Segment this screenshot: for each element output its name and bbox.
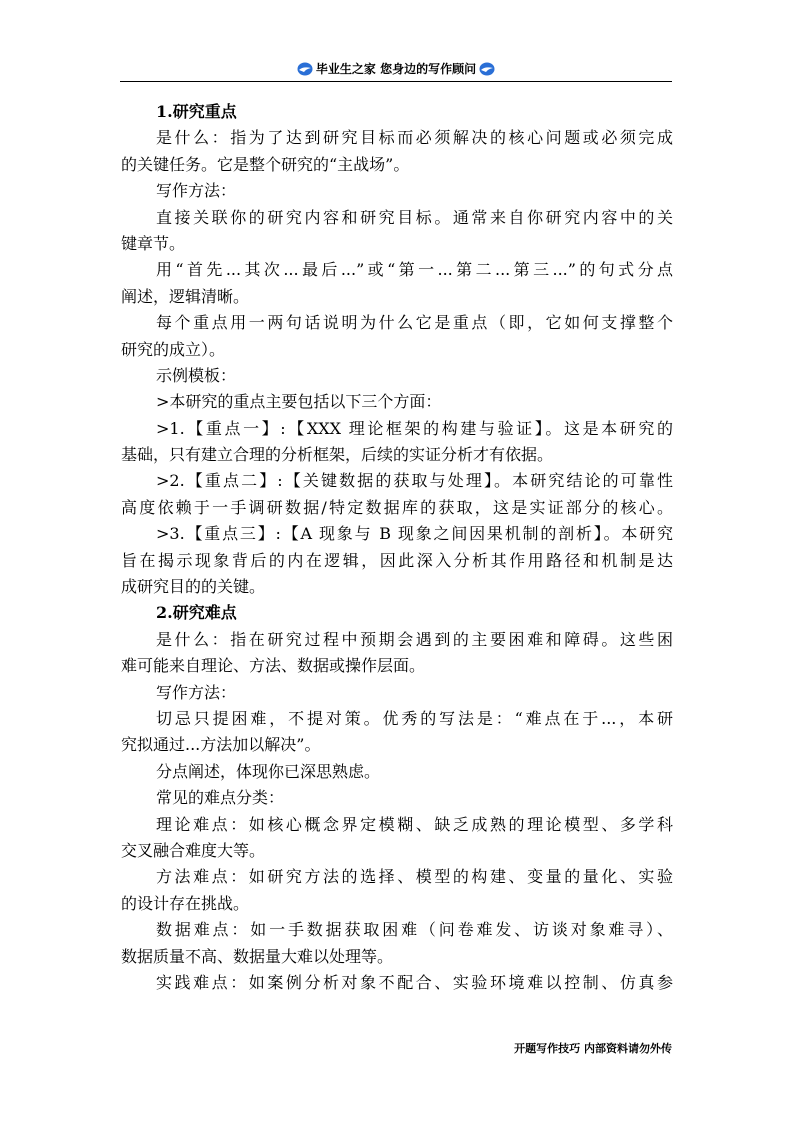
paragraph-line: 写作方法： [156,181,237,201]
paragraph-line: 常见的难点分类： [156,788,285,808]
paragraph-line: >本研究的重点主要包括以下三个方面： [156,392,442,412]
section-heading: 1.研究重点 [156,102,237,121]
paragraph-line: 阐述，逻辑清晰。 [121,286,250,306]
paragraph-line: 示例模板： [156,365,237,385]
header-title-row [120,60,672,78]
paragraph-line: 究拟通过...方法加以解决”。 [121,735,321,755]
paragraph-line: 难可能来自理论、方法、数据或操作层面。 [121,656,426,676]
document-body [121,99,673,996]
header-text: 毕业生之家 您身边的写作顾问 [315,62,477,76]
paragraph-line: 方法难点：如研究方法的选择、模型的构建、变量的量化、实验 [156,867,673,887]
header-divider [120,81,672,82]
paragraph-line: 切忌只提困难，不提对策。优秀的写法是：“难点在于...，本研 [156,708,673,728]
paragraph-line: 实践难点：如案例分析对象不配合、实验环境难以控制、仿真参 [156,972,673,992]
paragraph-line: 数据质量不高、数据量大难以处理等。 [121,946,394,966]
paragraph-line: 分点阐述，体现你已深思熟虑。 [156,761,381,781]
paragraph-line: 理论难点：如核心概念界定模糊、缺乏成熟的理论模型、多学科 [156,814,673,834]
paragraph-line: 成研究目的的关键。 [121,577,266,597]
paragraph-line: 旨在揭示现象背后的内在逻辑，因此深入分析其作用路径和机制是达 [121,550,673,570]
paragraph-line: >1.【重点一】:【XXX 理论框架的构建与验证】。这是本研究的 [156,418,673,438]
paragraph-line: 直接关联你的研究内容和研究目标。通常来自你研究内容中的关 [156,207,673,227]
paragraph-line: 交叉融合难度大等。 [121,840,266,860]
paragraph-line: 每个重点用一两句话说明为什么它是重点（即，它如何支撑整个 [156,313,673,333]
bird-logo-icon [479,62,495,76]
paragraph-line: 键章节。 [121,233,186,253]
paragraph-line: 的设计存在挑战。 [121,893,250,913]
bird-logo-icon [297,62,313,76]
paragraph-line: 数据难点：如一手数据获取困难（问卷难发、访谈对象难寻）、 [156,920,673,940]
paragraph-line: 用“首先...其次...最后...”或“第一...第二...第三...”的句式分点 [156,260,673,280]
paragraph-line: >3.【重点三】:【A 现象与 B 现象之间因果机制的剖析】。本研究 [156,524,673,544]
paragraph-line: 研究的成立）。 [121,339,226,359]
paragraph-line: 基础，只有建立合理的分析框架，后续的实证分析才有依据。 [121,445,554,465]
paragraph-line: 是什么：指在研究过程中预期会遇到的主要困难和障碍。这些困 [156,629,673,649]
paragraph-line: 高度依赖于一手调研数据/特定数据库的获取，这是实证部分的核心。 [121,497,673,517]
paragraph-line: 是什么：指为了达到研究目标而必须解决的核心问题或必须完成 [156,128,673,148]
paragraph-line: >2.【重点二】:【关键数据的获取与处理】。本研究结论的可靠性 [156,471,673,491]
page-footer: 开题写作技巧 内部资料请勿外传 [514,1042,672,1055]
section-heading: 2.研究难点 [156,603,237,623]
paragraph-line: 的关键任务。它是整个研究的“主战场”。 [121,154,410,174]
paragraph-line: 写作方法： [156,682,237,702]
page-header [120,58,672,82]
